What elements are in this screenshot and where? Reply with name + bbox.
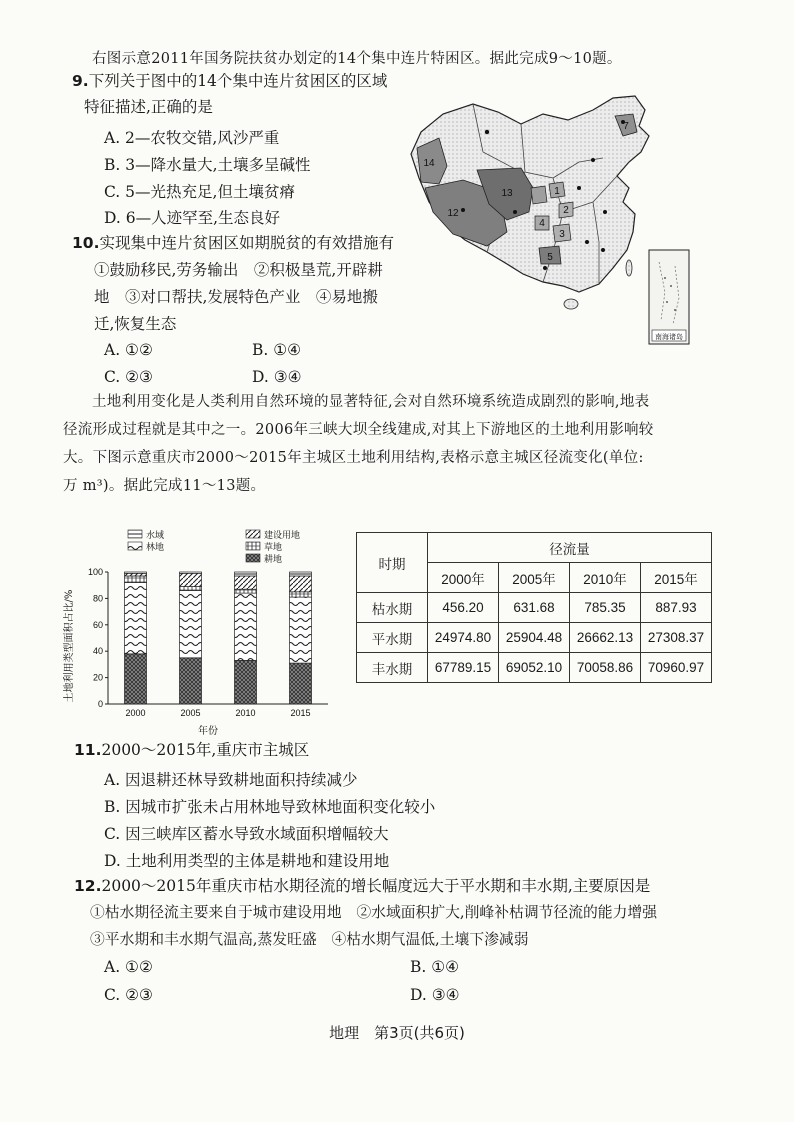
bar-segment-2005-耕地	[180, 658, 202, 704]
q9-option-d: D. 6—人迹罕至,生态良好	[104, 209, 281, 227]
cell-value: 887.93	[641, 593, 712, 623]
q10-items-line3: 迁,恢复生态	[94, 315, 177, 333]
cell-period: 丰水期	[357, 653, 428, 683]
bar-segment-2000-建设用地	[125, 573, 147, 576]
y-tick-label: 80	[92, 593, 103, 604]
q9-option-c: C. 5—光热充足,但土壤贫瘠	[104, 183, 295, 201]
q11-stem	[74, 737, 309, 763]
china-poverty-map	[403, 92, 693, 347]
taiwan-island	[626, 260, 632, 276]
q12-items-line2: ③平水期和丰水期气温高,蒸发旺盛 ④枯水期气温低,土壤下渗减弱	[90, 931, 529, 948]
q10-option-b: B. ①④	[252, 341, 302, 359]
bar-segment-2015-水域	[290, 572, 312, 576]
q12-option-b: B. ①④	[410, 958, 460, 976]
cell-value: 24974.80	[428, 623, 499, 653]
q10-option-c: C. ②③	[104, 368, 153, 386]
runoff-table	[356, 532, 712, 683]
header-year: 2000年	[428, 563, 499, 593]
q11-stem-text: 2000～2015年,重庆市主城区	[101, 741, 310, 759]
header-year: 2005年	[499, 563, 570, 593]
cell-value: 26662.13	[570, 623, 641, 653]
q10-number: 10.	[72, 234, 100, 252]
bar-segment-2015-草地	[290, 592, 312, 597]
header-period: 时期	[357, 533, 428, 593]
bar-segment-2000-草地	[125, 576, 147, 583]
y-tick-label: 20	[92, 672, 103, 683]
runoff-table-wrap	[356, 532, 712, 683]
bar-segment-2010-耕地	[235, 660, 257, 704]
cell-value: 456.20	[428, 593, 499, 623]
bar-segment-2015-建设用地	[290, 576, 312, 592]
bar-segment-2000-林地	[125, 583, 147, 654]
bar-segment-2005-水域	[180, 572, 202, 573]
cell-value: 631.68	[499, 593, 570, 623]
table-row	[357, 623, 712, 653]
cell-value: 70960.97	[641, 653, 712, 683]
legend-water: 水域	[146, 530, 165, 540]
map-label-2: 2	[563, 205, 569, 216]
intro-q9-10: 右图示意2011年国务院扶贫办划定的14个集中连片特困区。据此完成9～10题。	[92, 51, 622, 67]
legend-swatch-water	[128, 530, 142, 538]
x-tick-label: 2005	[180, 708, 201, 718]
q11-option-b: B. 因城市扩张未占用林地导致林地面积变化较小	[104, 798, 436, 816]
land-use-chart	[58, 528, 338, 738]
q10-stem-text: 实现集中连片贫困区如期脱贫的有效措施有	[99, 234, 394, 252]
q9-stem-line1	[72, 68, 387, 94]
bar-segment-2015-耕地	[290, 663, 312, 704]
x-tick-label: 2010	[235, 708, 256, 718]
cell-value: 67789.15	[428, 653, 499, 683]
q12-option-c: C. ②③	[104, 986, 153, 1004]
bar-segment-2010-林地	[235, 593, 257, 660]
bar-segment-2000-水域	[125, 572, 147, 573]
q9-stem-text: 下列关于图中的14个集中连片贫困区的区域	[88, 72, 388, 90]
bar-segment-2015-林地	[290, 597, 312, 663]
y-axis-title: 土地利用类型面积占比/%	[64, 589, 75, 703]
hainan-island	[564, 299, 578, 309]
map-label-1: 1	[554, 186, 560, 197]
q12-stem-text: 2000～2015年重庆市枯水期径流的增长幅度远大于平水期和丰水期,主要原因是	[101, 877, 651, 895]
q12-option-a: A. ①②	[104, 958, 153, 976]
table-row	[357, 593, 712, 623]
q11-option-a: A. 因退耕还林导致耕地面积持续减少	[104, 771, 358, 789]
q10-items-line1: ①鼓励移民,劳务输出 ②积极垦荒,开辟耕	[94, 261, 383, 279]
map-label-13: 13	[501, 188, 513, 199]
cell-value: 27308.37	[641, 623, 712, 653]
bar-segment-2010-水域	[235, 572, 257, 576]
intro-q11-13-line2: 径流形成过程就是其中之一。2006年三峡大坝全线建成,对其上下游地区的土地利用影响较	[63, 422, 654, 438]
cell-value: 69052.10	[499, 653, 570, 683]
map-label-4: 4	[539, 218, 545, 229]
q11-option-d: D. 土地利用类型的主体是耕地和建设用地	[104, 852, 390, 870]
bar-segment-2005-建设用地	[180, 573, 202, 586]
map-label-12: 12	[447, 208, 459, 219]
q12-items-line1: ①枯水期径流主要来自于城市建设用地 ②水域面积扩大,削峰补枯调节径流的能力增强	[90, 904, 657, 921]
region-6	[531, 186, 547, 204]
bar-segment-2005-草地	[180, 587, 202, 591]
q9-option-b: B. 3—降水量大,土壤多呈碱性	[104, 156, 311, 174]
q9-option-a: A. 2—农牧交错,风沙严重	[104, 129, 280, 147]
cell-value: 785.35	[570, 593, 641, 623]
bar-segment-2005-林地	[180, 590, 202, 657]
map-label-5: 5	[547, 252, 553, 263]
intro-q11-13-line4: 万 m³)。据此完成11～13题。	[63, 478, 266, 494]
cell-value: 70058.86	[570, 653, 641, 683]
table-row	[357, 653, 712, 683]
map-label-7: 7	[623, 121, 629, 132]
q10-option-d: D. ③④	[252, 368, 302, 386]
intro-q11-13-line3: 大。下图示意重庆市2000～2015年主城区土地利用结构,表格示意主城区径流变化(单位:	[63, 450, 644, 466]
cell-period: 枯水期	[357, 593, 428, 623]
cell-period: 平水期	[357, 623, 428, 653]
legend-swatch-farm	[246, 554, 260, 562]
y-tick-label: 60	[92, 619, 103, 630]
legend-swatch-grass	[246, 542, 260, 550]
header-year: 2015年	[641, 563, 712, 593]
q10-items-line2: 地 ③对口帮扶,发展特色产业 ④易地搬	[94, 288, 378, 306]
legend-grass: 草地	[264, 542, 283, 552]
y-tick-label: 0	[97, 699, 103, 709]
bar-segment-2010-草地	[235, 589, 257, 593]
cell-value: 25904.48	[499, 623, 570, 653]
map-label-14: 14	[423, 158, 435, 169]
y-tick-label: 100	[87, 567, 103, 577]
x-axis-title: 年份	[198, 726, 218, 737]
legend-forest: 林地	[146, 542, 165, 552]
y-tick-label: 40	[92, 646, 103, 657]
inset-label: 南海诸岛	[655, 334, 683, 341]
intro-q11-13-line1: 土地利用变化是人类利用自然环境的显著特征,会对自然环境系统造成剧烈的影响,地表	[92, 394, 650, 410]
q12-option-d: D. ③④	[410, 986, 460, 1004]
q12-stem	[74, 873, 650, 899]
bar-segment-2000-耕地	[125, 654, 147, 704]
bar-segment-2010-建设用地	[235, 576, 257, 589]
q10-stem	[72, 230, 394, 256]
q9-number: 9.	[72, 72, 89, 90]
q10-option-a: A. ①②	[104, 341, 153, 359]
page-footer: 地理 第3页(共6页)	[329, 1024, 465, 1042]
legend-swatch-forest	[128, 542, 142, 550]
south-china-sea-inset	[649, 250, 689, 344]
legend-swatch-construction	[246, 530, 260, 538]
q11-option-c: C. 因三峡库区蓄水导致水域面积增幅较大	[104, 825, 389, 843]
header-runoff: 径流量	[428, 533, 712, 563]
q11-number: 11.	[74, 741, 102, 759]
x-tick-label: 2015	[290, 708, 311, 718]
header-year: 2010年	[570, 563, 641, 593]
map-label-3: 3	[559, 229, 565, 240]
q9-stem-line2: 特征描述,正确的是	[84, 98, 213, 116]
legend-construction: 建设用地	[264, 530, 301, 540]
q12-number: 12.	[74, 877, 102, 895]
legend-farm: 耕地	[264, 554, 283, 564]
x-tick-label: 2000	[125, 708, 146, 718]
